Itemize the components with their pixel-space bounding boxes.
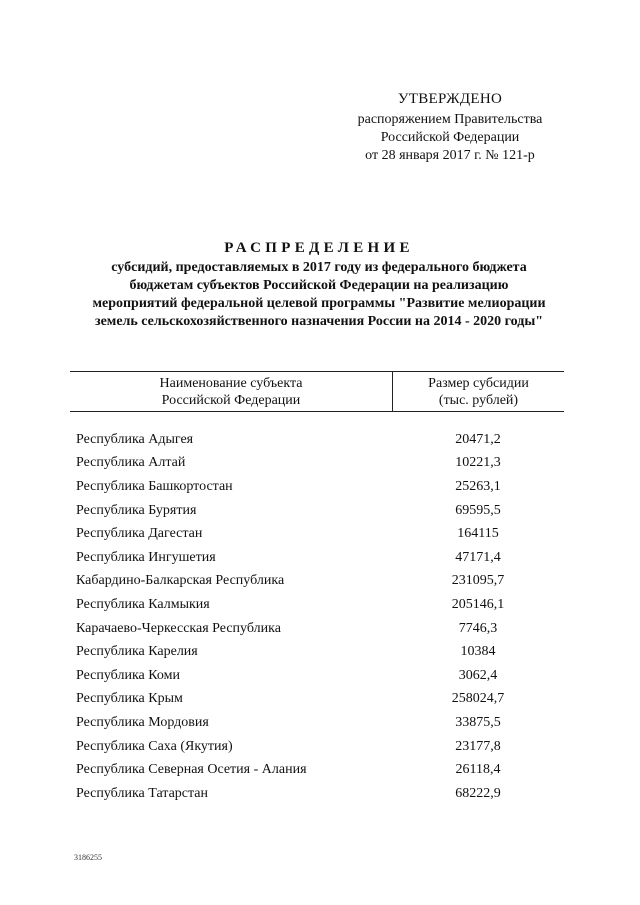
column-header-name-line-1: Наименование субъекта xyxy=(159,375,303,391)
column-header-size-line-2: (тыс. рублей) xyxy=(438,392,519,408)
document-subtitle-line-2: бюджетам субъектов Российской Федерации на реализацию xyxy=(129,278,509,293)
document-title: РАСПРЕДЕЛЕНИЕ xyxy=(224,240,414,256)
document-subtitle-line-3: мероприятий федеральной целевой программы "Развитие мелиорации xyxy=(92,296,546,311)
subsidy-value-cell: 164115 xyxy=(457,526,499,542)
subsidy-value-cell: 231095,7 xyxy=(451,573,505,589)
table-row xyxy=(70,782,564,806)
table-row xyxy=(70,428,564,452)
table-row xyxy=(70,664,564,688)
region-name-cell: Республика Татарстан xyxy=(76,785,209,801)
approval-line-2: Российской Федерации xyxy=(380,130,520,145)
document-subtitle-line-4: земель сельскохозяйственного назначения России на 2014 - 2020 годы" xyxy=(94,314,544,329)
document-heading xyxy=(60,238,578,331)
subsidy-value-cell: 68222,9 xyxy=(455,785,501,801)
table-row xyxy=(70,499,564,523)
subsidy-value-cell: 33875,5 xyxy=(455,714,501,730)
subsidy-value-cell: 47171,4 xyxy=(455,549,501,565)
region-name-cell: Республика Мордовия xyxy=(76,714,209,730)
region-name-cell: Республика Адыгея xyxy=(76,431,194,447)
document-subtitle-line-1: субсидий, предоставляемых в 2017 году из федерального бюджета xyxy=(111,260,527,275)
table-row xyxy=(70,688,564,712)
column-header-name-line-2: Российской Федерации xyxy=(161,392,301,408)
subsidy-value-cell: 23177,8 xyxy=(455,738,501,754)
column-header-size-line-1: Размер субсидии xyxy=(428,375,529,391)
region-name-cell: Республика Дагестан xyxy=(76,526,203,542)
region-name-cell: Республика Карелия xyxy=(76,644,198,660)
table-row xyxy=(70,546,564,570)
table-row xyxy=(70,570,564,594)
region-name-cell: Республика Крым xyxy=(76,691,183,707)
subsidy-value-cell: 69595,5 xyxy=(455,502,501,518)
region-name-cell: Республика Коми xyxy=(76,667,180,683)
table-row xyxy=(70,522,564,546)
subsidy-table xyxy=(70,371,564,806)
document-code: 3186255 xyxy=(74,853,102,862)
region-name-cell: Республика Алтай xyxy=(76,455,186,471)
subsidy-value-cell: 25263,1 xyxy=(455,478,501,494)
region-name-cell: Республика Саха (Якутия) xyxy=(76,738,233,754)
region-name-cell: Карачаево-Черкесская Республика xyxy=(76,620,281,636)
table-row xyxy=(70,735,564,759)
approval-stamp xyxy=(330,90,570,165)
subsidy-value-cell: 258024,7 xyxy=(451,691,505,707)
approved-label: УТВЕРЖДЕНО xyxy=(397,91,503,107)
subsidy-value-cell: 205146,1 xyxy=(451,596,505,612)
table-row xyxy=(70,758,564,782)
region-name-cell: Республика Башкортостан xyxy=(76,478,233,494)
table-row xyxy=(70,452,564,476)
column-header-name xyxy=(70,372,393,411)
subsidy-value-cell: 7746,3 xyxy=(458,620,498,636)
table-row xyxy=(70,711,564,735)
table-row xyxy=(70,475,564,499)
approval-line-3: от 28 января 2017 г. № 121-р xyxy=(365,148,535,163)
subsidy-value-cell: 3062,4 xyxy=(458,667,498,683)
region-name-cell: Республика Северная Осетия - Алания xyxy=(76,762,307,778)
table-row xyxy=(70,617,564,641)
table-body xyxy=(70,428,564,806)
subsidy-value-cell: 10221,3 xyxy=(455,455,501,471)
table-row xyxy=(70,640,564,664)
table-row xyxy=(70,593,564,617)
region-name-cell: Кабардино-Балкарская Республика xyxy=(76,573,285,589)
region-name-cell: Республика Бурятия xyxy=(76,502,197,518)
subsidy-value-cell: 20471,2 xyxy=(455,431,501,447)
subsidy-value-cell: 26118,4 xyxy=(455,762,501,778)
region-name-cell: Республика Ингушетия xyxy=(76,549,216,565)
table-header xyxy=(70,371,564,412)
region-name-cell: Республика Калмыкия xyxy=(76,596,210,612)
approval-line-1: распоряжением Правительства xyxy=(357,112,543,127)
column-header-size xyxy=(393,372,564,411)
subsidy-value-cell: 10384 xyxy=(460,644,496,660)
